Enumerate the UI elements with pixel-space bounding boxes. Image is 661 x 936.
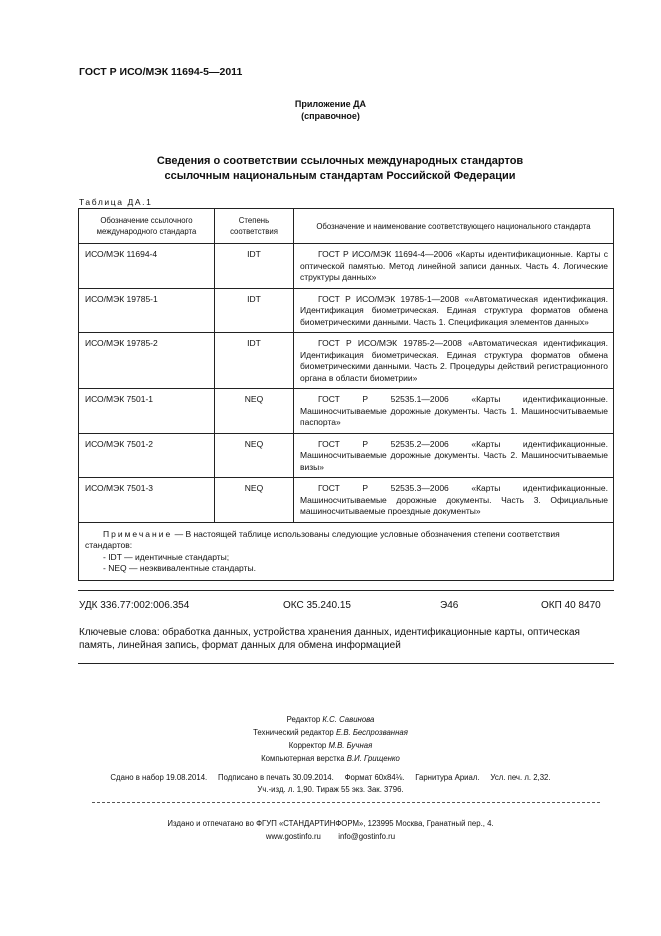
credit-name: К.С. Савинова (322, 715, 375, 724)
credit-editor (0, 713, 661, 726)
degree-cell: IDT (215, 333, 294, 389)
ref-cell: ИСО/МЭК 7501-2 (79, 433, 215, 478)
degree-cell: NEQ (215, 389, 294, 434)
credit-role: Технический редактор (253, 728, 334, 737)
divider (78, 663, 614, 664)
credit-name: М.В. Бучная (328, 741, 373, 750)
credit-role: Редактор (286, 715, 321, 724)
classifier-code: Э46 (440, 600, 459, 611)
national-cell: ГОСТ Р 52535.3—2006 «Карты идентификационные. Машиносчитываемые дорожные документы. Часть 3. Официальные машиносчитываемые проездные документы» (300, 483, 608, 516)
credit-role: Корректор (288, 741, 327, 750)
degree-cell: IDT (215, 288, 294, 333)
credit-layout (0, 752, 661, 765)
table-row (79, 288, 614, 333)
credits (0, 713, 661, 765)
ref-cell: ИСО/МЭК 7501-3 (79, 478, 215, 523)
table-note-row (79, 522, 614, 580)
imprint-line2: Уч.-изд. л. 1,90. Тираж 55 экз. Зак. 3796. (257, 785, 404, 794)
document-header: ГОСТ Р ИСО/МЭК 11694-5—2011 (79, 66, 243, 78)
ref-cell: ИСО/МЭК 19785-1 (79, 288, 215, 333)
degree-cell: NEQ (215, 478, 294, 523)
column-header-degree: Степень соответствия (215, 209, 294, 244)
table-caption: Таблица ДА.1 (79, 197, 153, 207)
section-title-line2: ссылочным национальным стандартам Российской Федерации (164, 170, 516, 182)
note-label: Примечание (103, 528, 173, 539)
credit-role: Компьютерная верстка (261, 754, 345, 763)
correspondence-table (78, 208, 614, 581)
credit-proofreader (0, 739, 661, 752)
annex-title: Приложение ДА (294, 99, 367, 109)
section-title (60, 154, 620, 184)
table-note (79, 522, 614, 580)
publisher-line1: Издано и отпечатано во ФГУП «СТАНДАРТИНФОРМ», 123995 Москва, Гранатный пер., 4. (167, 819, 494, 828)
divider (78, 590, 614, 591)
ref-cell: ИСО/МЭК 19785-2 (79, 333, 215, 389)
credit-name: Е.В. Беспрозванная (335, 728, 408, 737)
udc-code: УДК 336.77:002:006.354 (79, 600, 190, 611)
national-cell: ГОСТ Р 52535.2—2006 «Карты идентификационные. Машиносчитываемые дорожные документы. Часть 2. Машиносчитываемые визы» (300, 438, 608, 472)
table-header-row (79, 209, 614, 244)
table-row (79, 389, 614, 434)
table-row (79, 333, 614, 389)
table-row (79, 244, 614, 289)
ref-cell: ИСО/МЭК 11694-4 (79, 244, 215, 289)
note-item-idt: - IDT — идентичные стандарты; (103, 551, 230, 562)
degree-cell: IDT (215, 244, 294, 289)
keywords: Ключевые слова: обработка данных, устройства хранения данных, идентификационные карты, оптическая память, линейная запись, формат данных для обмена информацией (79, 627, 580, 651)
oks-code: ОКС 35.240.15 (283, 600, 351, 611)
credit-name: В.И. Грищенко (346, 754, 400, 763)
imprint-line1: Сдано в набор 19.08.2014. Подписано в печать 30.09.2014. Формат 60х84⅛. Гарнитура Ариал. Усл. печ. л. 2,32. (110, 773, 551, 782)
dashed-divider (92, 802, 600, 803)
table-row (79, 433, 614, 478)
table-row (79, 478, 614, 523)
national-cell: ГОСТ Р ИСО/МЭК 19785-2—2008 «Автоматическая идентификация. Идентификация биометрическая. Единая структура форматов обмена биометрическими данными. Часть 2. Процедуры действий регистрационного органа в области биометрии» (300, 338, 608, 383)
section-title-line1: Сведения о соответствии ссылочных международных стандартов (156, 155, 524, 167)
column-header-ref: Обозначение ссылочного международного стандарта (79, 209, 215, 244)
degree-cell: NEQ (215, 433, 294, 478)
note-text: — В настоящей таблице использованы следующие условные обозначения степени соответствия стандартов: (85, 528, 560, 550)
note-item-neq: - NEQ — неэквивалентные стандарты. (103, 563, 256, 573)
column-header-national: Обозначение и наименование соответствующего национального стандарта (294, 209, 614, 244)
national-cell: ГОСТ Р 52535.1—2006 «Карты идентификационные. Машиносчитываемые дорожные документы. Часть 1. Машиносчитываемые паспорта» (300, 394, 608, 427)
credit-tech-editor (0, 726, 661, 739)
annex-heading (0, 98, 661, 122)
ref-cell: ИСО/МЭК 7501-1 (79, 389, 215, 434)
national-cell: ГОСТ Р ИСО/МЭК 19785-1—2008 ««Автоматическая идентификация. Идентификация биометрическая. Единая структура форматов обмена биометрическими данными. Часть 1. Спецификация элементов данных» (300, 293, 608, 327)
national-cell: ГОСТ Р ИСО/МЭК 11694-4—2006 «Карты идентификационные. Карты с оптической памятью. Метод линейной записи данных. Часть 4. Логические структуры данных» (300, 249, 608, 282)
publisher-contacts: www.gostinfo.ru info@gostinfo.ru (265, 832, 396, 841)
annex-type: (справочное) (301, 111, 360, 121)
okp-code: ОКП 40 8470 (541, 600, 601, 611)
